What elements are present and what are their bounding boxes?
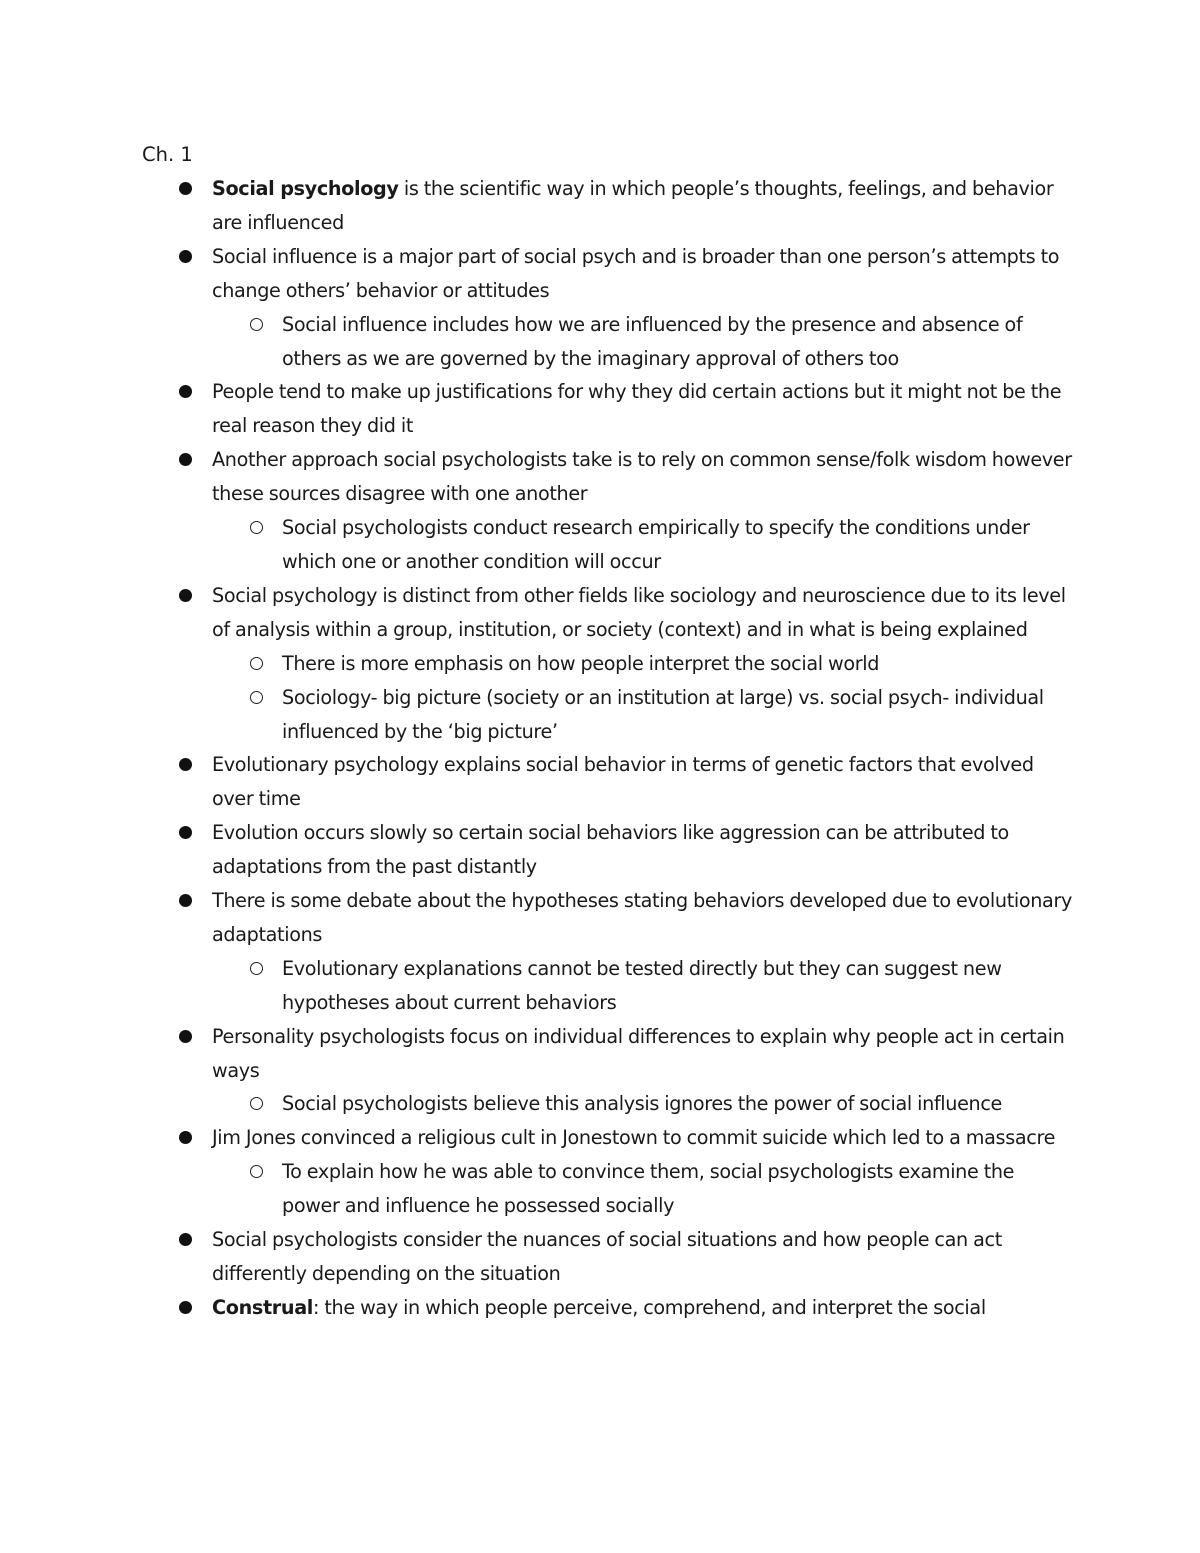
filled-bullet-icon (179, 385, 192, 398)
list-item (142, 172, 1072, 240)
notes-content (142, 138, 1072, 1325)
sub-list-item (142, 308, 1072, 376)
filled-bullet-icon (179, 758, 192, 771)
item-text: is the scientific way in which people’s thoughts, feelings, and behavior are influenced (212, 177, 1054, 234)
hollow-bullet-icon (250, 318, 263, 331)
sub-list-item (142, 681, 1072, 749)
filled-bullet-icon (179, 250, 192, 263)
chapter-heading: Ch. 1 (142, 143, 193, 166)
item-text: Social influence includes how we are influenced by the presence and absence of others as we are governed by the imaginary approval of others too (282, 312, 1023, 370)
filled-bullet-icon (179, 1301, 192, 1314)
item-text: To explain how he was able to convince them, social psychologists examine the power and influence he possessed socially (282, 1160, 1015, 1218)
list-item (142, 1291, 1072, 1325)
filled-bullet-icon (179, 1131, 192, 1144)
hollow-bullet-icon (250, 1165, 263, 1178)
filled-bullet-icon (179, 1233, 192, 1246)
sub-list-item (142, 1155, 1072, 1223)
sub-list-item (142, 952, 1072, 1020)
filled-bullet-icon (179, 182, 192, 195)
item-text: Social influence is a major part of social psych and is broader than one person’s attempts to change others’ behavior or attitudes (212, 244, 1060, 302)
item-text: Social psychologists conduct research empirically to specify the conditions under which one or another condition will occur (282, 516, 1030, 573)
hollow-bullet-icon (250, 962, 263, 975)
list-item (142, 579, 1072, 647)
filled-bullet-icon (179, 894, 192, 907)
item-text: Sociology- big picture (society or an institution at large) vs. social psych- individual influenced by the ‘big picture’ (282, 685, 1044, 743)
item-text: There is some debate about the hypotheses stating behaviors developed due to evolutionary adaptations (212, 889, 1072, 946)
list-item (142, 375, 1072, 443)
filled-bullet-icon (179, 1030, 192, 1043)
item-text: Personality psychologists focus on individual differences to explain why people act in certain ways (212, 1024, 1065, 1082)
sub-list-item (142, 647, 1072, 681)
filled-bullet-icon (179, 826, 192, 839)
item-text: Another approach social psychologists take is to rely on common sense/folk wisdom however these sources disagree with one another (212, 448, 1072, 506)
list-item (142, 884, 1072, 952)
list-item (142, 1223, 1072, 1291)
list-item (142, 748, 1072, 816)
key-term: Construal (212, 1295, 314, 1319)
item-text: People tend to make up justifications for why they did certain actions but it might not be the real reason they did it (212, 380, 1062, 438)
item-text: Jim Jones convinced a religious cult in Jonestown to commit suicide which led to a massacre (212, 1126, 1056, 1150)
hollow-bullet-icon (250, 691, 263, 704)
hollow-bullet-icon (250, 521, 263, 534)
list-item (142, 816, 1072, 884)
filled-bullet-icon (179, 453, 192, 466)
notes-list (142, 172, 1072, 1325)
list-item (142, 1020, 1072, 1088)
hollow-bullet-icon (250, 1097, 263, 1110)
item-text: Evolutionary explanations cannot be tested directly but they can suggest new hypotheses about current behaviors (282, 956, 1002, 1014)
filled-bullet-icon (179, 589, 192, 602)
list-item (142, 240, 1072, 308)
sub-list-item (142, 511, 1072, 579)
hollow-bullet-icon (250, 657, 263, 670)
key-term: Social psychology (212, 177, 399, 200)
item-text: There is more emphasis on how people interpret the social world (282, 651, 880, 675)
item-text: Social psychologists believe this analysis ignores the power of social influence (282, 1092, 1002, 1116)
item-text: Evolutionary psychology explains social behavior in terms of genetic factors that evolved over time (212, 753, 1034, 811)
sub-list-item (142, 1087, 1072, 1121)
item-text: Social psychologists consider the nuances of social situations and how people can act differently depending on the situation (212, 1228, 1002, 1285)
item-text: Social psychology is distinct from other fields like sociology and neuroscience due to its level of analysis within a group, institution, or society (context) and in what is being explained (212, 583, 1066, 641)
item-text: : the way in which people perceive, comprehend, and interpret the social (313, 1295, 986, 1319)
item-text: Evolution occurs slowly so certain social behaviors like aggression can be attributed to adaptations from the past distantly (212, 821, 1009, 879)
list-item (142, 1121, 1072, 1155)
list-item (142, 443, 1072, 511)
